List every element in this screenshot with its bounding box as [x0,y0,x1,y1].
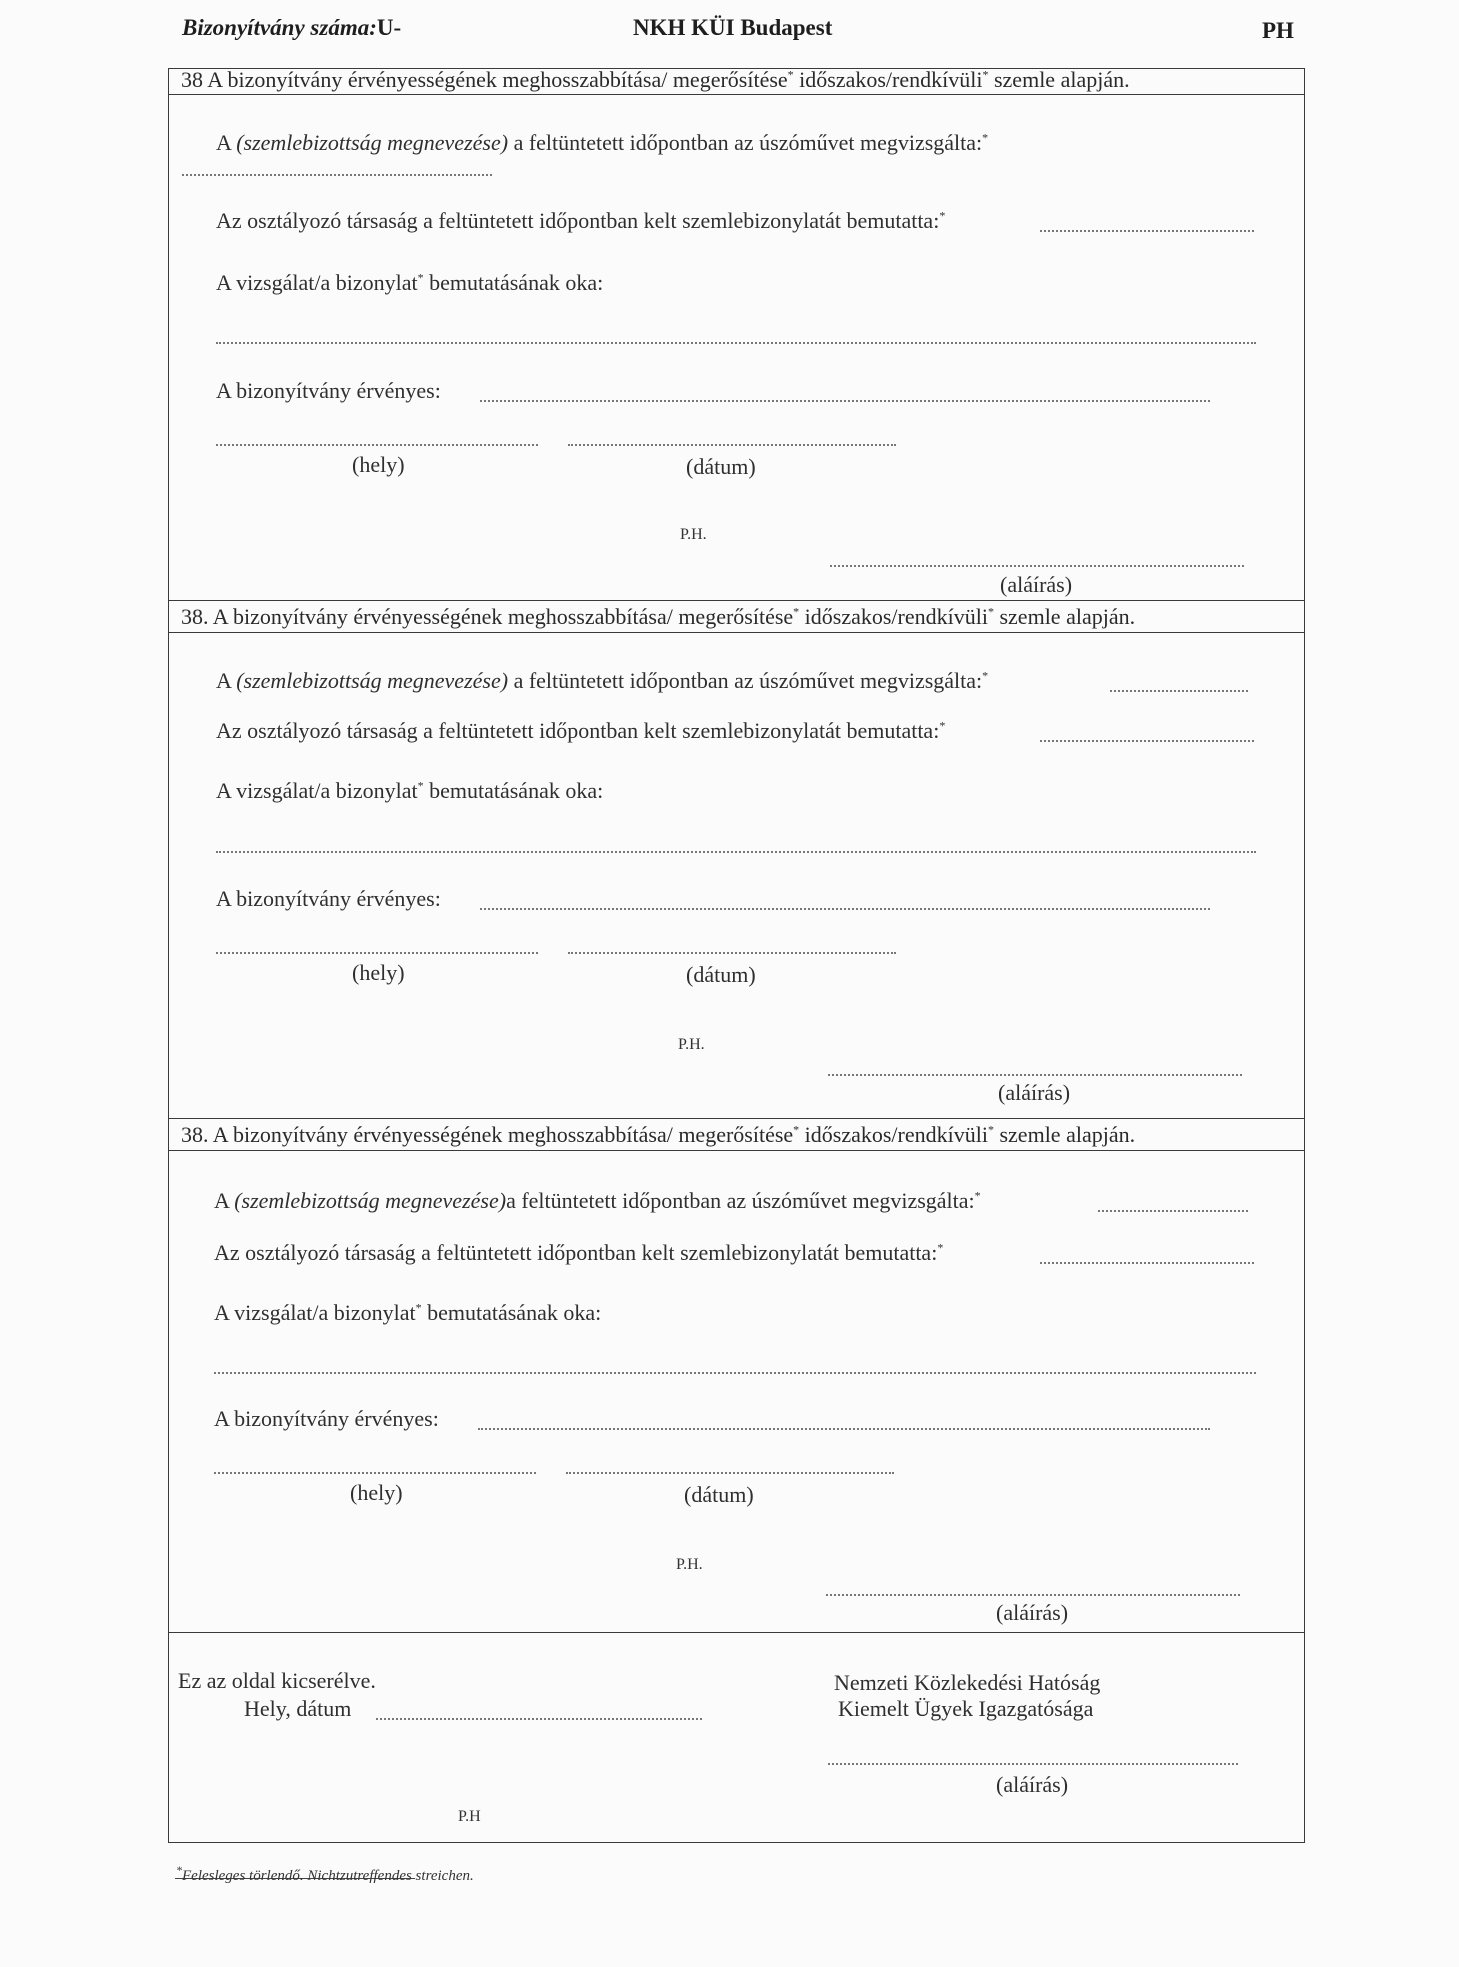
section-1-date-field[interactable] [568,444,896,446]
section-3-date-label: (dátum) [684,1482,754,1507]
replacement-stamp-label: P.H [458,1808,481,1825]
section-3-reason-label: A vizsgálat/a bizonylat* bemutatásának oka: [214,1300,602,1325]
footnote: *Felesleges törlendő. Nichtzutreffendes streichen. [176,1863,474,1884]
issuing-authority: NKH KÜI Budapest [633,15,833,40]
section-1-title: 38 A bizonyítvány érvényességének meghosszabbítása/ megerősítése* időszakos/rendkívüli* szemle alapján. [181,67,1130,92]
section-3-signature-field[interactable] [826,1594,1240,1596]
section-1-reason-label: A vizsgálat/a bizonylat* bemutatásának oka: [216,270,604,295]
section-1-committee-field[interactable] [182,174,492,176]
section-1-survey-line: Az osztályozó társaság a feltüntetett időpontban kelt szemlebizonylatát bemutatta:* [216,208,946,233]
section-3-title: 38. A bizonyítvány érvényességének meghosszabbítása/ megerősítése* időszakos/rendkívüli* szemle alapján. [181,1122,1136,1147]
section-2-reason-field[interactable] [216,851,1256,853]
section-3-inspection-line: A (szemlebizottság megnevezése)a feltüntetett időpontban az úszóművet megvizsgálta:* [214,1188,981,1213]
section-3-place-field[interactable] [214,1472,536,1474]
section-1-title-rule [168,94,1305,95]
section-2-inspection-line: A (szemlebizottság megnevezése) a feltüntetett időpontban az úszóművet megvizsgálta:* [216,668,989,693]
authority-line-2: Kiemelt Ügyek Igazgatósága [838,1696,1094,1721]
section-2-valid-label: A bizonyítvány érvényes: [216,886,441,911]
section-1-valid-field[interactable] [480,400,1210,402]
section-1-place-field[interactable] [216,444,538,446]
section-2-reason-label: A vizsgálat/a bizonylat* bemutatásának oka: [216,778,604,803]
section-2-title-rule [168,632,1305,633]
section-1-signature-field[interactable] [830,565,1244,567]
section-3-survey-field[interactable] [1040,1262,1254,1264]
section-1-place-label: (hely) [352,452,405,477]
section-1-valid-label: A bizonyítvány érvényes: [216,378,441,403]
section-1-reason-field[interactable] [216,342,1256,344]
section-2-place-label: (hely) [352,960,405,985]
replacement-top-rule [168,1632,1305,1633]
replacement-signature-field[interactable] [828,1763,1238,1765]
section-3-date-field[interactable] [566,1472,894,1474]
form-frame [168,68,1305,1843]
section-2-date-field[interactable] [568,952,896,954]
authority-line-1: Nemzeti Közlekedési Hatóság [834,1670,1101,1695]
section-3-survey-line: Az osztályozó társaság a feltüntetett időpontban kelt szemlebizonylatát bemutatta:* [214,1240,944,1265]
section-1-date-label: (dátum) [686,454,756,479]
section-1-signature-label: (aláírás) [1000,572,1073,597]
section-2-date-label: (dátum) [686,962,756,987]
section-3-committee-field[interactable] [1098,1210,1248,1212]
place-date-field[interactable] [376,1718,702,1720]
section-3-title-rule [168,1150,1305,1151]
cert-number-prefix: U- [376,15,402,40]
section-2-committee-field[interactable] [1110,690,1248,692]
section-2-survey-line: Az osztályozó társaság a feltüntetett időpontban kelt szemlebizonylatát bemutatta:* [216,718,946,743]
section-1-survey-field[interactable] [1040,230,1254,232]
section-1-inspection-line: A (szemlebizottság megnevezése) a feltüntetett időpontban az úszóművet megvizsgálta:* [216,130,989,155]
cert-number-label: Bizonyítvány száma:U- [182,15,402,40]
section-2-top-rule [168,600,1305,601]
section-3-stamp-label: P.H. [676,1556,703,1573]
section-2-valid-field[interactable] [480,908,1210,910]
section-2-stamp-label: P.H. [678,1036,705,1053]
section-3-valid-field[interactable] [478,1428,1210,1430]
section-2-title: 38. A bizonyítvány érvényességének meghosszabbítása/ megerősítése* időszakos/rendkívüli* szemle alapján. [181,604,1136,629]
page-replaced-note: Ez az oldal kicserélve. [178,1668,376,1693]
section-3-valid-label: A bizonyítvány érvényes: [214,1406,439,1431]
section-2-place-field[interactable] [216,952,538,954]
section-3-reason-field[interactable] [214,1372,1256,1374]
section-2-signature-field[interactable] [828,1074,1242,1076]
section-2-signature-label: (aláírás) [998,1080,1071,1105]
section-2-survey-field[interactable] [1040,740,1254,742]
section-3-place-label: (hely) [350,1480,403,1505]
replacement-signature-label: (aláírás) [996,1772,1069,1797]
section-3-top-rule [168,1118,1305,1119]
section-3-signature-label: (aláírás) [996,1600,1069,1625]
place-date-label: Hely, dátum [244,1696,352,1721]
ph-mark: PH [1262,18,1294,43]
section-1-stamp-label: P.H. [680,526,707,543]
